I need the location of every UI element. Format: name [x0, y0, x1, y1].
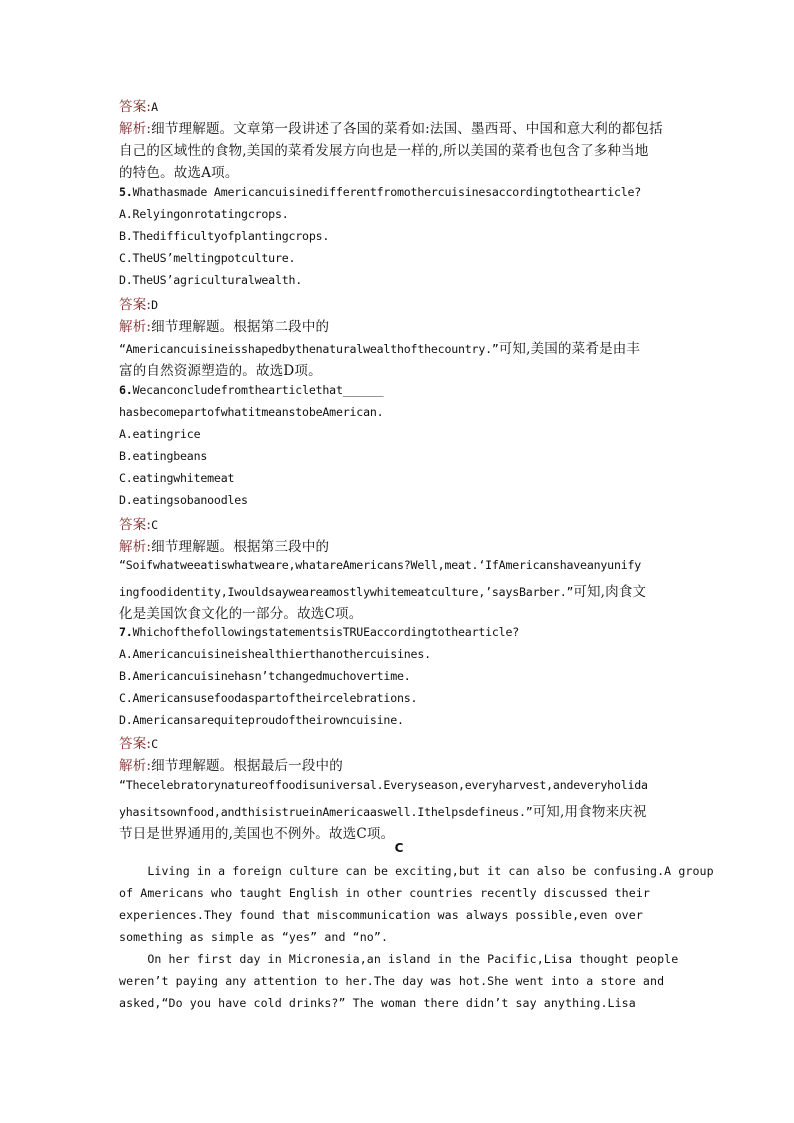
analysis-text: 可知,美国的菜肴是由丰 — [498, 341, 641, 357]
passage-line: something as simple as “yes” and “no”. — [119, 930, 389, 944]
analysis-text: 节日是世界通用的,美国也不例外。故选C项。 — [119, 826, 395, 842]
analysis-text: 的特色。故选A项。 — [119, 165, 239, 181]
question-number: 6. — [119, 383, 133, 397]
analysis-text: 可知,用食物来庆祝 — [532, 804, 647, 820]
analysis-text: 细节理解题。文章第一段讲述了各国的菜肴如:法国、墨西哥、中国和意大利的都包括 — [151, 121, 663, 137]
question-text: WhichofthefollowingstatementsisTRUEaccordingtothearticle? — [132, 625, 520, 639]
option-a: A.Relyingonrotatingcrops. — [119, 207, 289, 221]
analysis-line — [119, 117, 663, 137]
analysis-quote: “Americancuisineisshapedbythenaturalwealthofthecountry.” — [119, 342, 499, 356]
question-text: Wecanconcludefromthearticlethat______ — [132, 383, 384, 397]
option-c: C.Americansusefoodaspartoftheircelebrations. — [119, 691, 418, 705]
passage-line: asked,“Do you have cold drinks?” The woman there didn’t say anything.Lisa — [119, 996, 636, 1010]
analysis-quote-line — [119, 800, 647, 820]
analysis-line — [119, 754, 343, 774]
analysis-quote-line — [119, 337, 640, 357]
answer-value: D — [151, 298, 158, 312]
question-text: Whathasmade Americancuisinedifferentfromothercuisinesaccordingtothearticle? — [132, 185, 642, 199]
answer-label: 答案: — [119, 99, 152, 115]
option-c: C.eatingwhitemeat — [119, 471, 235, 485]
answer-line — [119, 732, 158, 752]
option-b: B.Americancuisinehasn’tchangedmuchovertime. — [119, 669, 411, 683]
question-number: 7. — [119, 625, 133, 639]
analysis-text: 细节理解题。根据最后一段中的 — [151, 758, 343, 774]
analysis-text: 细节理解题。根据第二段中的 — [151, 319, 330, 335]
analysis-text: 富的自然资源塑造的。故选D项。 — [119, 363, 322, 379]
passage-line: weren’t paying any attention to her.The day was hot.She went into a store and — [119, 974, 665, 988]
analysis-text: 自己的区域性的食物,美国的菜肴发展方向也是一样的,所以美国的菜肴也包含了多种当地 — [119, 143, 649, 159]
analysis-label: 解析: — [119, 758, 152, 774]
analysis-text: 细节理解题。根据第三段中的 — [151, 539, 330, 555]
option-d: D.TheUS’agriculturalwealth. — [119, 273, 303, 287]
passage-line: experiences.They found that miscommunication was always possible,even over — [119, 908, 643, 922]
question-7-stem — [119, 625, 519, 639]
analysis-line — [119, 535, 329, 555]
passage-line: Living in a foreign culture can be exciting,but it can also be confusing.A group — [119, 864, 714, 878]
analysis-quote: “Soifwhatweeatiswhatweare,whatareAmericans?Well,meat.‘IfAmericanshaveanyunify — [119, 558, 642, 572]
option-c: C.TheUS’meltingpotculture. — [119, 251, 296, 265]
option-d: D.eatingsobanoodles — [119, 493, 248, 507]
question-5-stem — [119, 185, 641, 199]
analysis-quote: “Thecelebratorynatureoffoodisuniversal.Everyseason,everyharvest,andeveryholida — [119, 778, 648, 792]
passage-line: of Americans who taught English in other countries recently discussed their — [119, 886, 651, 900]
answer-line — [119, 95, 158, 115]
analysis-quote: yhasitsownfood,andthisistrueinAmericaaswell.Ithelpsdefineus.” — [119, 805, 533, 819]
analysis-label: 解析: — [119, 539, 152, 555]
section-heading: C — [394, 841, 404, 855]
answer-line — [119, 293, 158, 313]
analysis-text: 化是美国饮食文化的一部分。故选C项。 — [119, 606, 363, 622]
option-d: D.Americansarequiteproudoftheirowncuisine. — [119, 713, 404, 727]
answer-value: C — [151, 518, 158, 532]
answer-label: 答案: — [119, 736, 152, 752]
answer-value: A — [151, 100, 158, 114]
option-a: A.eatingrice — [119, 427, 201, 441]
passage-line: On her first day in Micronesia,an island in the Pacific,Lisa thought people — [119, 952, 679, 966]
option-b: B.Thedifficultyofplantingcrops. — [119, 229, 330, 243]
analysis-line — [119, 315, 329, 335]
answer-label: 答案: — [119, 297, 152, 313]
question-6-stem — [119, 383, 383, 397]
option-b: B.eatingbeans — [119, 449, 208, 463]
analysis-label: 解析: — [119, 121, 152, 137]
analysis-label: 解析: — [119, 319, 152, 335]
analysis-text: 可知,肉食文 — [573, 584, 647, 600]
analysis-quote-line — [119, 580, 646, 600]
option-a: A.Americancuisineishealthierthanothercuisines. — [119, 647, 431, 661]
analysis-quote: ingfoodidentity,Iwouldsayweareamostlywhitemeatculture,’saysBarber.” — [119, 585, 574, 599]
answer-label: 答案: — [119, 517, 152, 533]
question-text: hasbecomepartofwhatitmeanstobeAmerican. — [119, 405, 384, 419]
answer-value: C — [151, 737, 158, 751]
answer-line — [119, 513, 158, 533]
question-number: 5. — [119, 185, 133, 199]
